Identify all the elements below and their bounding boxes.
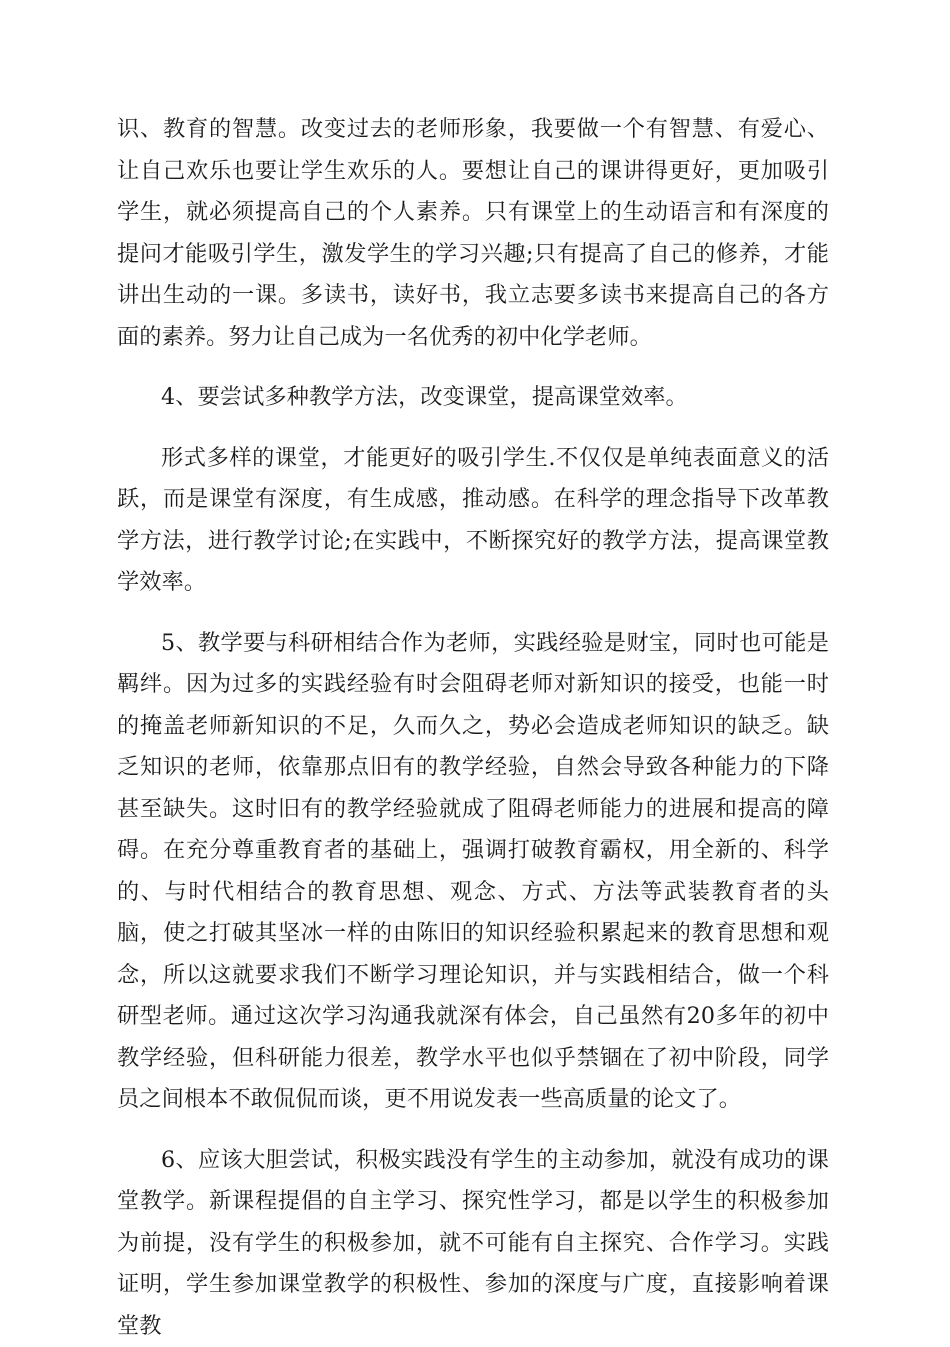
paragraph-point-4-body: 形式多样的课堂，才能更好的吸引学生.不仅仅是单纯表面意义的活跃，而是课堂有深度，有生成感，推动感。在科学的理念指导下改革教学方法，进行教学讨论;在实践中，不断探究好的教学方法，提高课堂教学效率。 xyxy=(117,438,829,604)
paragraph-point-5: 5、教学要与科研相结合作为老师，实践经验是财宝，同时也可能是羁绊。因为过多的实践经验有时会阻碍老师对新知识的接受，也能一时的掩盖老师新知识的不足，久而久之，势必会造成老师知识的缺乏。缺乏知识的老师，依靠那点旧有的教学经验，自然会导致各种能力的下降甚至缺失。这时旧有的教学经验就成了阻碍老师能力的进展和提高的障碍。在充分尊重教育者的基础上，强调打破教育霸权，用全新的、科学的、与时代相结合的教育思想、观念、方式、方法等武装教育者的头脑，使之打破其坚冰一样的由陈旧的知识经验积累起来的教育思想和观念，所以这就要求我们不断学习理论知识，并与实践相结合，做一个科研型老师。通过这次学习沟通我就深有体会，自己虽然有20多年的初中教学经验，但科研能力很差，教学水平也似乎禁锢在了初中阶段，同学员之间根本不敢侃侃而谈，更不用说发表一些高质量的论文了。 xyxy=(117,623,829,1121)
paragraph-point-6: 6、应该大胆尝试，积极实践没有学生的主动参加，就没有成功的课堂教学。新课程提倡的自主学习、探究性学习，都是以学生的积极参加为前提，没有学生的积极参加，就不可能有自主探究、合作学习。实践证明，学生参加课堂教学的积极性、参加的深度与广度，直接影响着课堂教 xyxy=(117,1140,829,1347)
document-body xyxy=(117,109,829,1347)
paragraph-point-4-heading: 4、要尝试多种教学方法，改变课堂，提高课堂效率。 xyxy=(117,377,829,419)
paragraph-continuation: 识、教育的智慧。改变过去的老师形象，我要做一个有智慧、有爱心、让自己欢乐也要让学生欢乐的人。要想让自己的课讲得更好，更加吸引学生，就必须提高自己的个人素养。只有课堂上的生动语言和有深度的提问才能吸引学生，激发学生的学习兴趣;只有提高了自己的修养，才能讲出生动的一课。多读书，读好书，我立志要多读书来提高自己的各方面的素养。努力让自己成为一名优秀的初中化学老师。 xyxy=(117,109,829,358)
